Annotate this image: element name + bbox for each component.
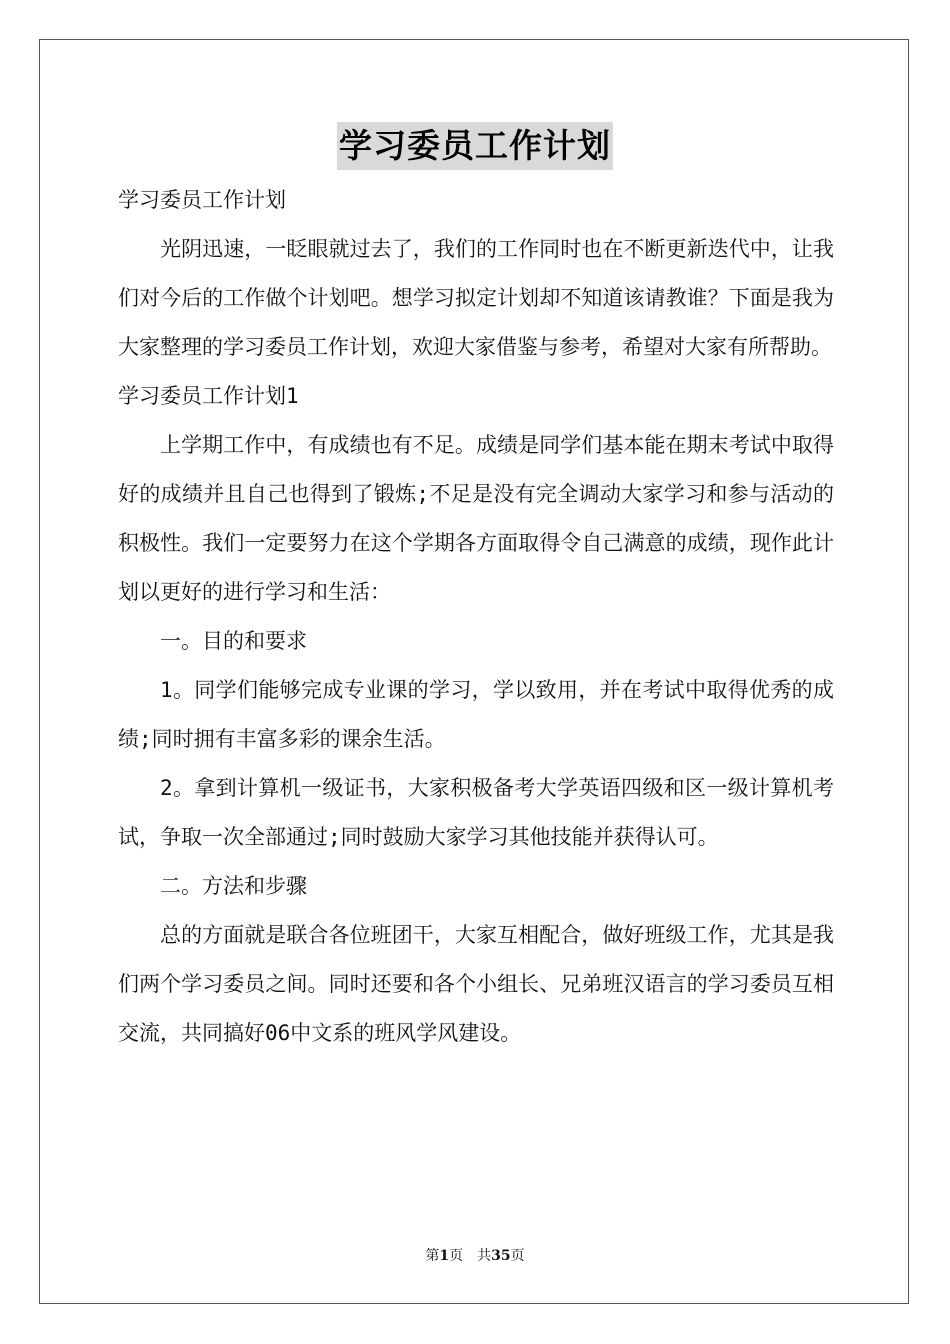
- paragraph: 2。拿到计算机一级证书，大家积极备考大学英语四级和区一级计算机考试，争取一次全部通过;同时鼓励大家学习其他技能并获得认可。: [118, 776, 834, 849]
- paragraph: 总的方面就是联合各位班团干，大家互相配合，做好班级工作，尤其是我们两个学习委员之间。同时还要和各个小组长、兄弟班汉语言的学习委员互相交流，共同搞好06中文系的班风学风建设。: [118, 923, 834, 1045]
- page-number: 1: [439, 1248, 450, 1264]
- footer-suffix: 页: [510, 1248, 525, 1264]
- document-title: 学习委员工作计划: [337, 122, 613, 170]
- paragraph: 学习委员工作计划1: [118, 384, 299, 408]
- page-footer: [0, 1245, 950, 1265]
- paragraph: 上学期工作中，有成绩也有不足。成绩是同学们基本能在期末考试中取得好的成绩并且自己也得到了锻炼;不足是没有完全调动大家学习和参与活动的积极性。我们一定要努力在这个学期各方面取得令自己满意的成绩，现作此计划以更好的进行学习和生活：: [118, 433, 834, 604]
- footer-prefix: 第: [425, 1248, 440, 1264]
- paragraph: 光阴迅速，一眨眼就过去了，我们的工作同时也在不断更新迭代中，让我们对今后的工作做个计划吧。想学习拟定计划却不知道该请教谁？下面是我为大家整理的学习委员工作计划，欢迎大家借鉴与参考，希望对大家有所帮助。: [118, 237, 834, 359]
- footer-mid: 页 共: [449, 1248, 492, 1264]
- title-container: [0, 122, 950, 170]
- paragraph: 二。方法和步骤: [160, 874, 307, 898]
- document-body: [118, 176, 834, 1058]
- paragraph: 1。同学们能够完成专业课的学习，学以致用，并在考试中取得优秀的成绩;同时拥有丰富多彩的课余生活。: [118, 678, 834, 751]
- paragraph: 一。目的和要求: [160, 629, 307, 653]
- paragraph: 学习委员工作计划: [118, 188, 286, 212]
- page-total: 35: [491, 1248, 511, 1264]
